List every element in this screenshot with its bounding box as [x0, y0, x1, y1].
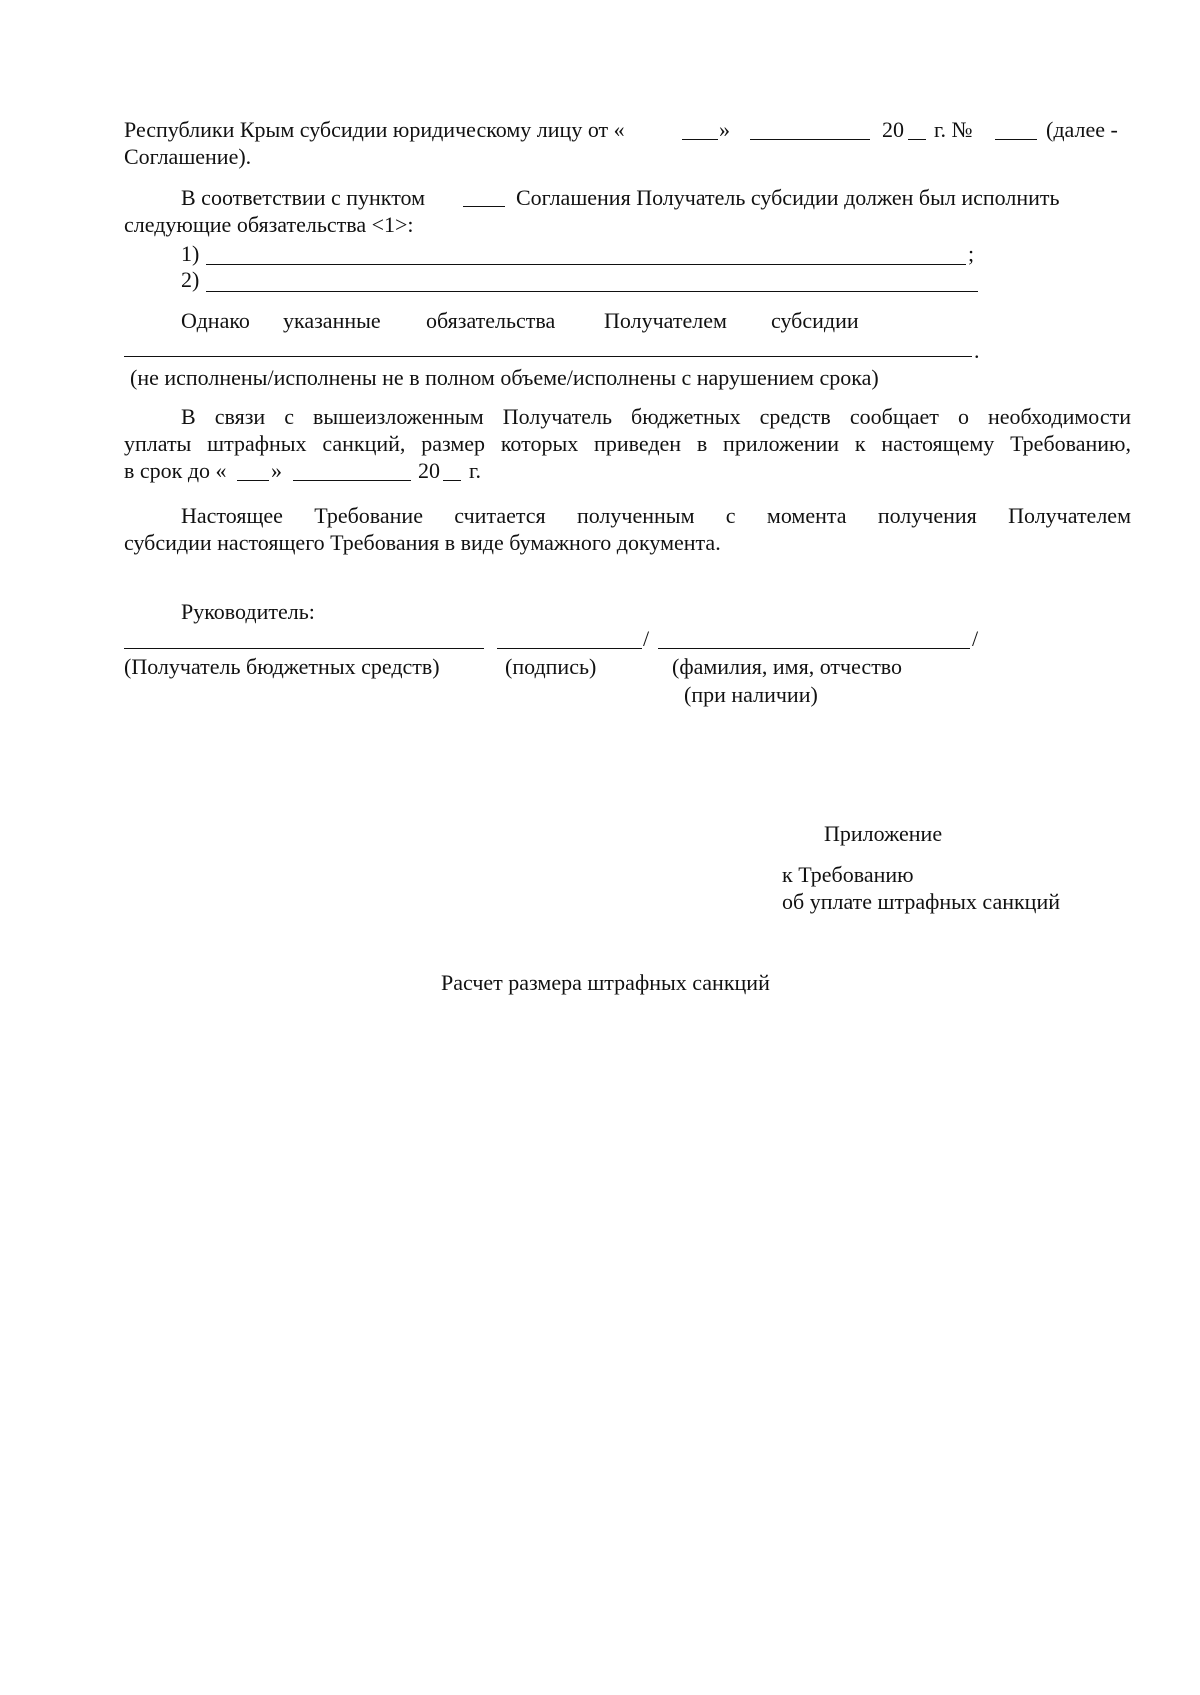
penalty-line-1: В связи с вышеизложенным Получатель бюджетных средств сообщает о необходимости: [181, 404, 1131, 429]
obligations-intro: следующие обязательства <1>:: [124, 212, 414, 237]
deadline-year-prefix: 20: [418, 458, 440, 483]
however-word-2: указанные: [283, 308, 381, 333]
obligation-item-2-line: [206, 291, 978, 292]
obligation-item-1-line: [206, 264, 966, 265]
appendix-line-1: к Требованию: [782, 862, 914, 887]
month-blank: [750, 139, 870, 140]
penalty-deadline-start: в срок до «: [124, 458, 227, 483]
penalty-line-2: уплаты штрафных санкций, размер которых приведен в приложении к настоящему Требованию,: [124, 431, 1131, 456]
however-word-5: субсидии: [771, 308, 859, 333]
however-word-1: Однако: [181, 308, 250, 333]
agreement-ref: Соглашение).: [124, 144, 252, 169]
number-blank: [995, 139, 1037, 140]
signature-heading: Руководитель:: [181, 599, 315, 624]
signature-slash-1: /: [643, 626, 650, 651]
year-blank: [908, 139, 926, 140]
however-word-4: Получателем: [604, 308, 727, 333]
clause-blank: [463, 206, 505, 207]
however-line-end: .: [974, 338, 980, 363]
organization-caption: (Получатель бюджетных средств): [124, 654, 440, 679]
status-caption: (не исполнены/исполнены не в полном объеме/исполнены с нарушением срока): [130, 365, 879, 390]
deadline-quote-close: »: [271, 458, 282, 483]
signature-line: [497, 648, 642, 649]
signature-caption: (подпись): [505, 654, 597, 679]
organization-line: [124, 648, 484, 649]
year-prefix: 20: [882, 117, 904, 142]
day-blank: [682, 139, 718, 140]
agreement-text: Республики Крым субсидии юридическому лицу от «: [124, 117, 625, 142]
deadline-day-blank: [237, 480, 269, 481]
deadline-year-suffix: г.: [469, 458, 482, 483]
number-label: г. №: [934, 117, 973, 142]
received-line-1: Настоящее Требование считается полученным с момента получения Получателем: [181, 503, 1131, 528]
ref-open: (далее -: [1046, 117, 1118, 142]
obligation-item-1-end: ;: [968, 241, 975, 266]
name-caption: (фамилия, имя, отчество: [672, 654, 903, 679]
calculation-title: Расчет размера штрафных санкций: [441, 970, 770, 995]
name-line: [658, 648, 970, 649]
received-line-2: субсидии настоящего Требования в виде бумажного документа.: [124, 530, 721, 555]
deadline-year-blank: [443, 480, 461, 481]
appendix-title: Приложение: [824, 821, 943, 846]
signature-slash-2: /: [972, 626, 979, 651]
however-status-line: [124, 356, 972, 357]
obligation-item-2-number: 2): [181, 267, 200, 292]
appendix-line-2: об уплате штрафных санкций: [782, 889, 1060, 914]
obligations-start: В соответствии с пунктом: [181, 185, 426, 210]
name-caption-note: (при наличии): [684, 682, 818, 707]
however-word-3: обязательства: [426, 308, 556, 333]
obligation-item-1-number: 1): [181, 241, 200, 266]
quote-close: »: [719, 117, 730, 142]
obligations-end: Соглашения Получатель субсидии должен был исполнить: [516, 185, 1060, 210]
deadline-month-blank: [293, 480, 411, 481]
